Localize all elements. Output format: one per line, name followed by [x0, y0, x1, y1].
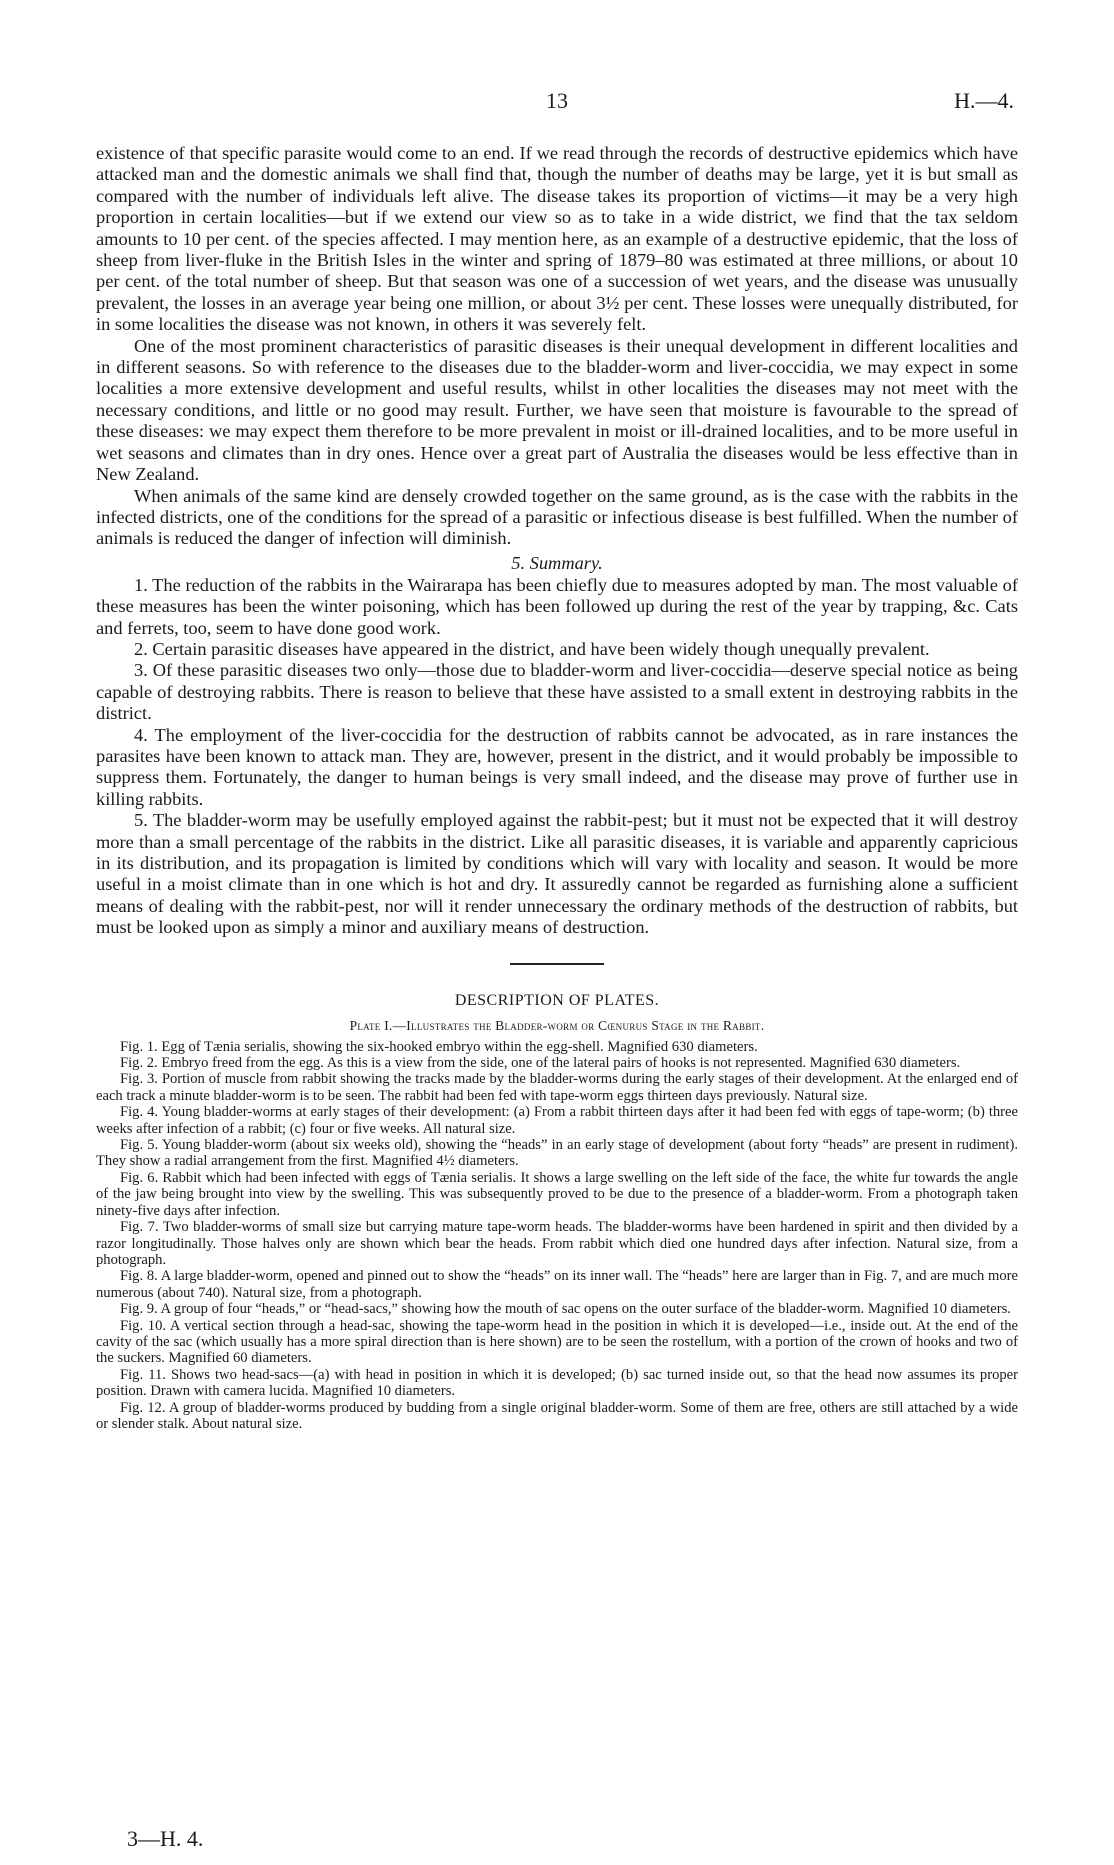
- figure-caption: Fig. 10. A vertical section through a head-sac, showing the tape-worm head in the position in which it is developed—i.e., inside out. At the end of the cavity of the sac (which usually has a more spiral direction than is here shown) are to be seen the rostellum, with a portion of the crown of hooks and two of the suckers. Magnified 60 diameters.: [96, 1317, 1018, 1367]
- document-reference: H.—4.: [954, 88, 1014, 113]
- figure-caption: Fig. 9. A group of four “heads,” or “head-sacs,” showing how the mouth of sac opens on the outer surface of the bladder-worm. Magnified 10 diameters.: [120, 1301, 1011, 1318]
- figure-caption: Fig. 12. A group of bladder-worms produced by budding from a single original bladder-worm. Some of them are free, others are still attached by a wide or slender stalk. About natural size.: [96, 1399, 1018, 1432]
- summary-item: 3. Of these parasitic diseases two only—those due to bladder-worm and liver-coccidia—deserve special notice as being capable of destroying rabbits. There is reason to believe that these have assisted to a small extent in destroying rabbits in the district.: [96, 660, 1018, 724]
- figure-caption: Fig. 1. Egg of Tænia serialis, showing the six-hooked embryo within the egg-shell. Magnified 630 diameters.: [120, 1038, 758, 1055]
- page-number: 13: [546, 88, 568, 113]
- figure-caption: Fig. 2. Embryo freed from the egg. As this is a view from the side, one of the lateral pairs of hooks is not represented. Magnified 630 diameters.: [120, 1055, 961, 1072]
- figure-descriptions: [96, 1039, 1018, 1433]
- plate-subheading: Plate I.—Illustrates the Bladder-worm or Cœnurus Stage in the Rabbit.: [349, 1017, 765, 1033]
- figure-caption: Fig. 4. Young bladder-worms at early stages of their development: (a) From a rabbit thirteen days after it had been fed with eggs of tape-worm; (b) three weeks after infection of a rabbit; (c) four or five weeks. All natural size.: [96, 1104, 1018, 1137]
- summary-item: 4. The employment of the liver-coccidia for the destruction of rabbits cannot be advocated, as in rare instances the parasites have been known to attack man. They are, however, present in the district, and it would probably be impossible to suppress them. Fortunately, the danger to human beings is very small indeed, and the disease may prove of further use in killing rabbits.: [96, 724, 1018, 809]
- summary-item: 5. The bladder-worm may be usefully employed against the rabbit-pest; but it must not be expected that it will destroy more than a small percentage of the rabbits in the district. Like all parasitic diseases, it is variable and apparently capricious in its distribution, and its propagation is limited by conditions which will vary with locality and season. It would be more useful in a moist climate than in one which is hot and dry. It assuredly cannot be regarded as furnishing alone a sufficient means of dealing with the rabbit-pest, nor will it render unnecessary the ordinary methods of the destruction of rabbits, but must be looked upon as simply a minor and auxiliary means of destruction.: [96, 810, 1018, 938]
- figure-caption: Fig. 3. Portion of muscle from rabbit showing the tracks made by the bladder-worms during the early stages of their development. At the enlarged end of each track a minute bladder-worm is to be seen. The rabbit had been fed with tape-worm eggs thirteen days previously. Natural size.: [96, 1071, 1018, 1104]
- footer-signature: 3—H. 4.: [127, 1826, 204, 1851]
- section-divider: [510, 963, 604, 965]
- page-body: [96, 143, 1018, 1432]
- figure-caption: Fig. 6. Rabbit which had been infected with eggs of Tænia serialis. It shows a large swelling on the left side of the face, the white fur towards the angle of the jaw being brought into view by the swelling. This was subsequently proved to be due to the presence of a bladder-worm. From a photograph taken ninety-five days after infection.: [96, 1169, 1018, 1219]
- body-paragraph: One of the most prominent characteristics of parasitic diseases is their unequal development in different localities and in different seasons. So with reference to the diseases due to the bladder-worm and liver-coccidia, we may expect in some localities a more extensive development and useful results, whilst in other localities the diseases may not meet with the necessary conditions, and little or no good may result. Further, we have seen that moisture is favourable to the spread of these diseases: we may expect them therefore to be more prevalent in moist or ill-drained localities, and to be more useful in wet seasons and climates than in dry ones. Hence over a great part of Australia the diseases would be less effective than in New Zealand.: [96, 335, 1018, 485]
- summary-heading: 5. Summary.: [511, 552, 603, 573]
- figure-caption: Fig. 8. A large bladder-worm, opened and pinned out to show the “heads” on its inner wall. The “heads” here are larger than in Fig. 7, and are much more numerous (about 740). Natural size, from a photograph.: [96, 1268, 1018, 1301]
- body-paragraph: existence of that specific parasite would come to an end. If we read through the records of destructive epidemics which have attacked man and the domestic animals we shall find that, though the number of deaths may be large, yet it is but small as compared with the number of individuals left alive. The disease takes its proportion of victims—it may be a very high proportion in certain localities—but if we extend our view so as to take in a wide district, we find that the tax seldom amounts to 10 per cent. of the species affected. I may mention here, as an example of a destructive epidemic, that the loss of sheep from liver-fluke in the British Isles in the winter and spring of 1879–80 was estimated at three millions, or about 10 per cent. of the total number of sheep. But that season was one of a succession of wet years, and the disease was unusually prevalent, the losses in an average year being one million, or about 3½ per cent. These losses were unequally distributed, for in some localities the disease was not known, in others it was severely felt.: [96, 143, 1018, 335]
- figure-caption: Fig. 7. Two bladder-worms of small size but carrying mature tape-worm heads. The bladder-worms have been hardened in spirit and then divided by a razor longitudinally. Those halves only are shown which bear the heads. From rabbit which died one hundred days after infection. Natural size, from a photograph.: [96, 1219, 1018, 1268]
- summary-item: 1. The reduction of the rabbits in the Wairarapa has been chiefly due to measures adopted by man. The most valuable of these measures has been the winter poisoning, which has been followed up during the rest of the year by trapping, &c. Cats and ferrets, too, seem to have done good work.: [96, 574, 1018, 638]
- figure-caption: Fig. 5. Young bladder-worm (about six weeks old), showing the “heads” in an early stage of development (about forty “heads” are present in rudiment). They show a radial arrangement from the first. Magnified 4½ diameters.: [96, 1137, 1018, 1170]
- summary-item: 2. Certain parasitic diseases have appeared in the district, and have been widely though unequally prevalent.: [134, 638, 930, 659]
- body-paragraph: When animals of the same kind are densely crowded together on the same ground, as is the case with the rabbits in the infected districts, one of the conditions for the spread of a parasitic or infectious disease is best fulfilled. When the number of animals is reduced the danger of infection will diminish.: [96, 485, 1018, 549]
- plates-heading: DESCRIPTION OF PLATES.: [454, 991, 660, 1009]
- figure-caption: Fig. 11. Shows two head-sacs—(a) with head in position in which it is developed; (b) sac turned inside out, so that the head now assumes its proper position. Drawn with camera lucida. Magnified 10 diameters.: [96, 1366, 1018, 1400]
